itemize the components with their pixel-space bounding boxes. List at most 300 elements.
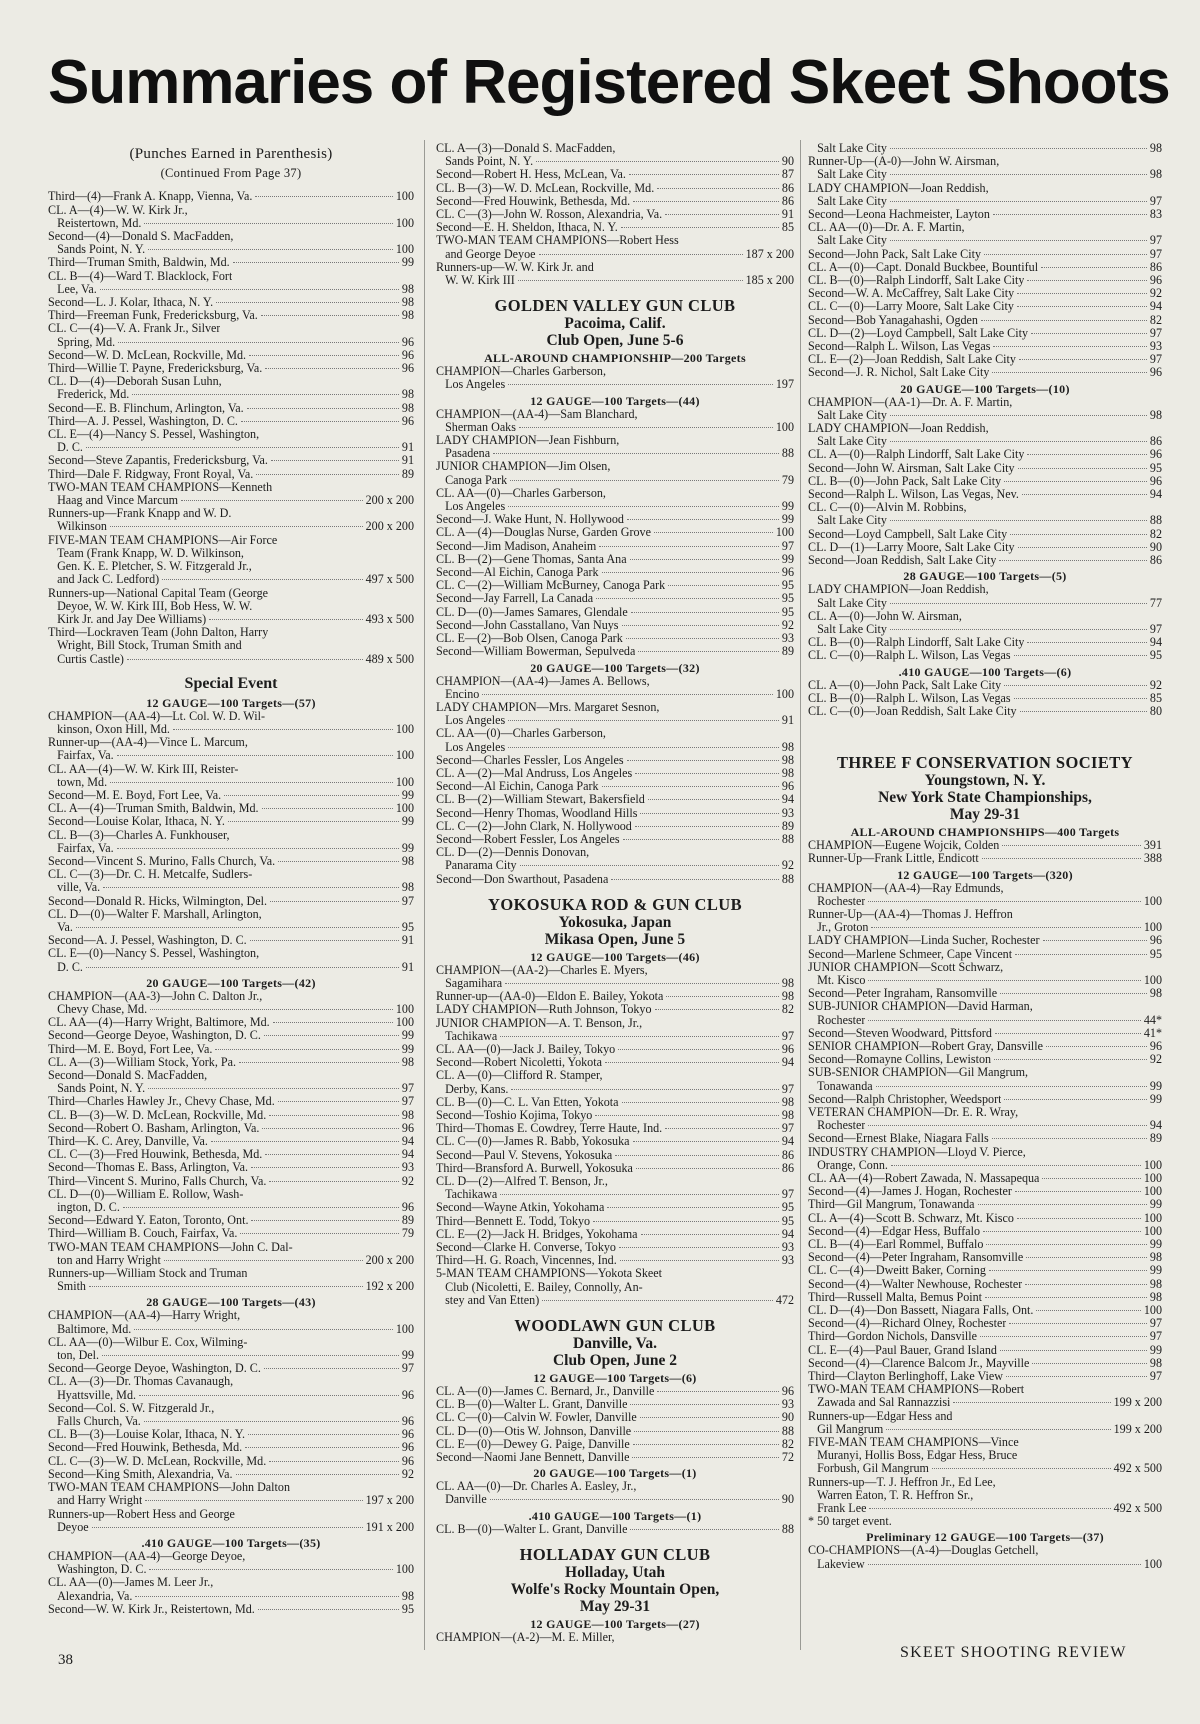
- dot-leader: [278, 861, 399, 862]
- result-line: [48, 243, 414, 256]
- score-value: 99: [1149, 1092, 1162, 1106]
- result-text: Second—Charles Fessler, Los Angeles: [436, 753, 624, 767]
- dot-leader: [890, 148, 1147, 149]
- result-text: Tachikawa: [436, 1188, 498, 1202]
- result-text: Second—Loyd Campbell, Salt Lake City: [808, 527, 1008, 541]
- score-value: 98: [781, 1108, 794, 1122]
- result-text: Second—(4)—Richard Olney, Rochester: [808, 1317, 1007, 1331]
- result-line: [48, 309, 414, 322]
- score-value: 96: [401, 348, 414, 362]
- dot-leader: [269, 1115, 399, 1116]
- result-text: JUNIOR CHAMPION—A. T. Benson, Jr.,: [436, 1016, 643, 1030]
- result-line: [808, 1053, 1162, 1066]
- score-value: 100: [1143, 1211, 1162, 1225]
- result-text: Frank Lee: [808, 1502, 867, 1516]
- result-text: CL. B—(3)—W. D. McLean, Rockville, Md.: [436, 181, 655, 195]
- dot-leader: [536, 161, 779, 162]
- dot-leader: [100, 289, 399, 290]
- result-text: Second—M. E. Boyd, Fort Lee, Va.: [48, 788, 222, 802]
- result-line: [436, 1438, 794, 1451]
- result-text: Runners-up—T. J. Heffron Jr., Ed Lee,: [808, 1475, 996, 1489]
- result-line: [48, 908, 414, 921]
- result-line: [808, 1066, 1162, 1079]
- result-text: Second—George Deyoe, Washington, D. C.: [48, 1029, 261, 1043]
- result-line: [436, 579, 794, 592]
- score-value: 200 x 200: [365, 520, 414, 534]
- score-value: 388: [1143, 852, 1162, 866]
- result-line: [808, 462, 1162, 475]
- result-line: [48, 547, 414, 560]
- result-text: Gil Mangrum: [808, 1422, 884, 1436]
- result-line: [436, 540, 794, 553]
- result-line: [808, 409, 1162, 422]
- result-text: CL. C—(3)—Dr. C. H. Metcalfe, Sudlers-: [48, 868, 253, 882]
- dot-leader: [605, 1062, 779, 1063]
- result-line: [808, 234, 1162, 247]
- result-text: CL. B—(4)—Ward T. Blacklock, Fort: [48, 269, 233, 283]
- result-line: [808, 261, 1162, 274]
- score-value: 98: [401, 1589, 414, 1603]
- result-text: CL. B—(4)—Earl Rommel, Buffalo: [808, 1238, 984, 1252]
- result-text: Muranyi, Hollis Boss, Edgar Hess, Bruce: [808, 1449, 1018, 1463]
- score-value: 100: [775, 687, 794, 701]
- result-text: CL. B—(2)—Gene Thomas, Santa Ana: [436, 552, 627, 566]
- result-line: [48, 1375, 414, 1388]
- score-value: 99: [401, 841, 414, 855]
- score-value: 95: [1149, 461, 1162, 475]
- dot-leader: [1014, 698, 1147, 699]
- score-value: 200 x 200: [365, 494, 414, 508]
- dot-leader: [623, 839, 779, 840]
- result-text: CL. E—(0)—Nancy S. Pessel, Washington,: [48, 947, 260, 961]
- result-text: Salt Lake City: [808, 596, 887, 610]
- score-value: 94: [781, 1135, 794, 1149]
- dot-leader: [984, 254, 1147, 255]
- result-text: Second—Ernest Blake, Niagara Falls: [808, 1132, 989, 1146]
- result-line: [48, 481, 414, 494]
- score-value: 80: [1149, 704, 1162, 718]
- result-line: [808, 221, 1162, 234]
- parenthesis-note: (Punches Earned in Parenthesis): [129, 146, 333, 162]
- dot-leader: [890, 603, 1147, 604]
- result-text: Second—Fred Houwink, Bethesda, Md.: [48, 1441, 243, 1455]
- result-text: Derby, Kans.: [436, 1082, 509, 1096]
- result-line: [808, 1159, 1162, 1172]
- result-line: [436, 645, 794, 658]
- result-line: [808, 155, 1162, 168]
- dot-leader: [596, 598, 779, 599]
- result-text: CL. AA—(0)—James M. Leer Jr.,: [48, 1576, 214, 1590]
- result-text: CL. A—(0)—Clifford R. Stamper,: [436, 1069, 603, 1083]
- score-value: 98: [781, 976, 794, 990]
- result-text: Second—Naomi Jane Bennett, Danville: [436, 1451, 630, 1465]
- result-text: Wright, Bill Stock, Truman Smith and: [48, 639, 242, 653]
- dot-leader: [868, 1125, 1146, 1126]
- score-value: 92: [1149, 287, 1162, 301]
- score-value: 79: [781, 473, 794, 487]
- dot-leader: [633, 201, 779, 202]
- score-value: 94: [1149, 1119, 1162, 1133]
- result-line: [48, 270, 414, 283]
- result-text: Danville: [436, 1493, 487, 1507]
- result-line: [436, 1109, 794, 1122]
- dot-leader: [127, 659, 363, 660]
- score-value: 91: [401, 441, 414, 455]
- dot-leader: [648, 799, 779, 800]
- score-value: 97: [781, 1122, 794, 1136]
- dot-leader: [265, 368, 399, 369]
- result-text: Third—Charles Hawley Jr., Chevy Chase, Md.: [48, 1095, 275, 1109]
- result-line: [436, 248, 794, 261]
- result-line: [436, 1398, 794, 1411]
- dot-leader: [508, 747, 779, 748]
- event-heading: .410 GAUGE—100 Targets—(35): [141, 1535, 321, 1550]
- score-value: 95: [401, 920, 414, 934]
- result-line: [808, 987, 1162, 1000]
- result-line: [48, 190, 414, 203]
- score-value: 99: [781, 552, 794, 566]
- result-line: [436, 859, 794, 872]
- dot-leader: [638, 651, 779, 652]
- score-value: 489 x 500: [365, 652, 414, 666]
- dot-leader: [607, 1207, 779, 1208]
- score-value: 96: [1149, 474, 1162, 488]
- dot-leader: [258, 1609, 399, 1610]
- score-value: 98: [781, 740, 794, 754]
- score-value: 96: [781, 780, 794, 794]
- result-line: [808, 649, 1162, 662]
- result-line: [48, 1428, 414, 1441]
- result-text: CL. B—(0)—John Pack, Salt Lake City: [808, 474, 1002, 488]
- score-value: 96: [1149, 366, 1162, 380]
- result-text: Third—Dale F. Ridgway, Front Royal, Va.: [48, 467, 254, 481]
- result-text: Second—Jay Farrell, La Canada: [436, 592, 594, 606]
- event-heading: Preliminary 12 GAUGE—100 Targets—(37): [866, 1530, 1104, 1545]
- score-value: 93: [781, 1241, 794, 1255]
- result-line: [48, 1201, 414, 1214]
- club-subheading: New York State Championships,: [878, 789, 1092, 807]
- result-line: [808, 1251, 1162, 1264]
- dot-leader: [118, 342, 399, 343]
- dot-leader: [665, 1128, 779, 1129]
- result-line: [808, 1344, 1162, 1357]
- result-text: Third—Truman Smith, Baldwin, Md.: [48, 256, 230, 270]
- result-line: [436, 378, 794, 391]
- score-value: 100: [395, 216, 414, 230]
- score-value: 98: [401, 854, 414, 868]
- score-value: 96: [401, 1428, 414, 1442]
- dot-leader: [932, 1468, 1111, 1469]
- result-text: Spring, Md.: [48, 335, 116, 349]
- result-text: Second—Al Eichin, Canoga Park: [436, 780, 599, 794]
- dot-leader: [251, 1220, 398, 1221]
- result-text: Gen. K. E. Pletcher, S. W. Fitzgerald Jr.,: [48, 560, 252, 574]
- result-line: [48, 441, 414, 454]
- result-text: TWO-MAN TEAM CHAMPIONS—Robert: [808, 1383, 1025, 1397]
- result-line: [48, 934, 414, 947]
- event-heading: 12 GAUGE—100 Targets—(57): [146, 695, 316, 710]
- dot-leader: [999, 560, 1146, 561]
- result-text: CL. D—(2)—Dennis Donovan,: [436, 846, 590, 860]
- club-heading: YOKOSUKA ROD & GUN CLUB: [488, 894, 742, 914]
- score-value: 100: [1143, 894, 1162, 908]
- score-value: 97: [1149, 326, 1162, 340]
- score-value: 97: [1149, 1370, 1162, 1384]
- result-text: Second—(4)—Peter Ingraham, Ransomville: [808, 1251, 1024, 1265]
- event-heading: 20 GAUGE—100 Targets—(10): [900, 381, 1070, 396]
- result-line: [48, 600, 414, 613]
- score-value: 88: [781, 872, 794, 886]
- result-line: [808, 1212, 1162, 1225]
- club-subheading: Wolfe's Rocky Mountain Open,: [510, 1580, 720, 1598]
- result-text: CL. D—(4)—Deborah Susan Luhn,: [48, 375, 222, 389]
- score-value: 82: [1149, 527, 1162, 541]
- result-text: Los Angeles: [436, 378, 506, 392]
- dot-leader: [1032, 1363, 1147, 1364]
- score-value: 89: [781, 645, 794, 659]
- result-text: CHAMPION—(AA-4)—Harry Wright,: [48, 1309, 241, 1323]
- result-text: CL. A—(3)—Donald S. MacFadden,: [436, 142, 616, 155]
- dot-leader: [240, 1233, 399, 1234]
- result-line: [48, 990, 414, 1003]
- result-text: CHAMPION—(AA-4)—George Deyoe,: [48, 1549, 246, 1563]
- result-text: Tachikawa: [436, 1029, 498, 1043]
- result-line: [48, 520, 414, 533]
- result-text: CHAMPION—(AA-2)—Charles E. Myers,: [436, 963, 648, 977]
- dot-leader: [265, 1154, 399, 1155]
- result-line: [48, 1043, 414, 1056]
- result-line: [48, 1402, 414, 1415]
- score-value: 98: [401, 296, 414, 310]
- score-value: 472: [775, 1293, 794, 1307]
- result-text: Rochester: [808, 894, 866, 908]
- result-text: Third—William B. Couch, Fairfax, Va.: [48, 1227, 238, 1241]
- score-value: 95: [781, 605, 794, 619]
- result-line: [48, 336, 414, 349]
- score-value: 88: [781, 447, 794, 461]
- result-text: Deyoe: [48, 1520, 89, 1534]
- score-value: 100: [395, 1563, 414, 1577]
- score-value: 91: [781, 208, 794, 222]
- score-value: 99: [1149, 1343, 1162, 1357]
- result-line: [808, 1370, 1162, 1383]
- result-line: [808, 1304, 1162, 1317]
- result-line: [436, 1281, 794, 1294]
- result-text: Jr., Groton: [808, 921, 869, 935]
- result-text: CHAMPION—(AA-1)—Dr. A. F. Martin,: [808, 395, 1013, 409]
- section-heading: Special Event: [184, 674, 278, 692]
- dot-leader: [1004, 1099, 1146, 1100]
- result-line: [48, 1603, 414, 1616]
- dot-leader: [986, 1244, 1146, 1245]
- result-text: Frederick, Md.: [48, 388, 130, 402]
- result-text: SUB-SENIOR CHAMPION—Gil Mangrum,: [808, 1066, 1029, 1080]
- event-heading: 20 GAUGE—100 Targets—(1): [533, 1466, 697, 1481]
- dot-leader: [666, 996, 779, 997]
- score-value: 97: [781, 1188, 794, 1202]
- dot-leader: [980, 1336, 1147, 1337]
- score-value: 90: [781, 1493, 794, 1507]
- result-line: [48, 1494, 414, 1507]
- result-line: [48, 1095, 414, 1108]
- result-line: [808, 501, 1162, 514]
- result-text: Second—Al Eichin, Canoga Park: [436, 566, 599, 580]
- dot-leader: [173, 729, 393, 730]
- result-line: [48, 736, 414, 749]
- score-value: 96: [401, 1388, 414, 1402]
- result-text: Orange, Conn.: [808, 1158, 888, 1172]
- result-text: Falls Church, Va.: [48, 1415, 141, 1429]
- score-value: 95: [781, 592, 794, 606]
- result-text: Third—Bennett E. Todd, Tokyo: [436, 1214, 591, 1228]
- score-value: 89: [401, 1214, 414, 1228]
- result-line: [48, 921, 414, 934]
- result-line: [48, 1576, 414, 1589]
- dot-leader: [634, 1431, 779, 1432]
- result-line: [436, 1267, 794, 1280]
- dot-leader: [181, 500, 363, 501]
- dot-leader: [150, 1009, 393, 1010]
- result-line: [808, 554, 1162, 567]
- result-line: [808, 1476, 1162, 1489]
- result-line: [808, 195, 1162, 208]
- result-text: CL. E—(2)—Joan Reddish, Salt Lake City: [808, 353, 1016, 367]
- result-line: [48, 881, 414, 894]
- score-value: 100: [1143, 1185, 1162, 1199]
- result-text: Third—(4)—Frank A. Knapp, Vienna, Va.: [48, 190, 253, 204]
- dot-leader: [86, 967, 399, 968]
- result-text: VETERAN CHAMPION—Dr. E. R. Wray,: [808, 1105, 1019, 1119]
- result-line: [808, 839, 1162, 852]
- dot-leader: [1000, 993, 1147, 994]
- score-value: 98: [401, 1055, 414, 1069]
- score-value: 95: [1149, 947, 1162, 961]
- score-value: 391: [1143, 839, 1162, 853]
- result-text: Second—Steve Zapantis, Fredericksburg, Va.: [48, 454, 268, 468]
- result-text: CL. A—(0)—James C. Bernard, Jr., Danville: [436, 1385, 655, 1399]
- result-text: CL. C—(4)—V. A. Frank Jr., Silver: [48, 322, 221, 336]
- club-subheading: Mikasa Open, June 5: [544, 930, 686, 948]
- dot-leader: [665, 214, 779, 215]
- result-text: Salt Lake City: [808, 622, 887, 636]
- result-text: Deyoe, W. W. Kirk III, Bob Hess, W. W.: [48, 599, 253, 613]
- result-line: [436, 606, 794, 619]
- dot-leader: [622, 625, 779, 626]
- result-text: Second—Henry Thomas, Woodland Hills: [436, 806, 638, 820]
- club-heading: THREE F CONSERVATION SOCIETY: [837, 753, 1133, 773]
- result-line: [436, 1069, 794, 1082]
- result-text: Second—Edward Y. Eaton, Toronto, Ont.: [48, 1214, 249, 1228]
- result-line: [436, 274, 794, 287]
- dot-leader: [110, 782, 393, 783]
- dot-leader: [89, 1286, 363, 1287]
- dot-leader: [627, 519, 779, 520]
- dot-leader: [632, 1457, 778, 1458]
- result-text: Second—Ralph L. Wilson, Las Vegas: [808, 340, 991, 354]
- result-text: Smith: [48, 1280, 86, 1294]
- result-line: [808, 1000, 1162, 1013]
- result-line: [48, 829, 414, 842]
- result-line: [436, 1254, 794, 1267]
- dot-leader: [995, 1033, 1141, 1034]
- result-text: CL. E—(2)—Bob Olsen, Canoga Park: [436, 632, 623, 646]
- dot-leader: [510, 480, 779, 481]
- score-value: 93: [781, 632, 794, 646]
- result-text: CL. A—(2)—Mal Andruss, Los Angeles: [436, 766, 633, 780]
- dot-leader: [117, 848, 399, 849]
- result-line: [808, 366, 1162, 379]
- result-text: LADY CHAMPION—Joan Reddish,: [808, 583, 989, 597]
- result-text: Canoga Park: [436, 473, 508, 487]
- dot-leader: [103, 887, 399, 888]
- score-value: 98: [401, 282, 414, 296]
- result-text: Curtis Castle): [48, 652, 124, 666]
- result-line: [808, 1264, 1162, 1277]
- result-text: Second—Bob Yanagahashi, Ogden: [808, 313, 978, 327]
- result-line: [436, 741, 794, 754]
- dot-leader: [262, 808, 393, 809]
- result-text: and Harry Wright: [48, 1494, 143, 1508]
- result-line: [48, 961, 414, 974]
- result-text: Alexandria, Va.: [48, 1589, 133, 1603]
- result-line: [436, 195, 794, 208]
- result-text: CL. B—(3)—Louise Kolar, Ithaca, N. Y.: [48, 1428, 246, 1442]
- result-line: [436, 182, 794, 195]
- result-line: [808, 1040, 1162, 1053]
- result-text: INDUSTRY CHAMPION—Lloyd V. Pierce,: [808, 1145, 1026, 1159]
- result-line: [808, 1185, 1162, 1198]
- score-value: 95: [1149, 649, 1162, 663]
- dot-leader: [891, 1165, 1141, 1166]
- score-value: 96: [1149, 1039, 1162, 1053]
- dot-leader: [520, 865, 779, 866]
- dot-leader: [1018, 468, 1147, 469]
- dot-leader: [618, 1049, 779, 1050]
- result-text: Second—Paul V. Stevens, Yokosuka: [436, 1148, 613, 1162]
- score-value: 77: [1149, 596, 1162, 610]
- result-line: [808, 314, 1162, 327]
- result-text: CL. E—(4)—Paul Bauer, Grand Island: [808, 1343, 997, 1357]
- result-line: [48, 1468, 414, 1481]
- score-value: 98: [781, 1095, 794, 1109]
- result-line: [48, 1481, 414, 1494]
- result-text: Sands Point, N. Y.: [436, 155, 534, 169]
- dot-leader: [278, 1101, 399, 1102]
- dot-leader: [519, 427, 773, 428]
- result-text: TWO-MAN TEAM CHAMPIONS—Kenneth: [48, 480, 273, 494]
- result-text: Rochester: [808, 1119, 866, 1133]
- club-subheading: Club Open, June 5-6: [546, 332, 684, 350]
- club-subheading: Holladay, Utah: [565, 1563, 665, 1581]
- score-value: 497 x 500: [365, 573, 414, 587]
- result-line: [436, 767, 794, 780]
- result-line: [808, 961, 1162, 974]
- dot-leader: [992, 372, 1147, 373]
- score-value: 100: [395, 190, 414, 204]
- result-line: [808, 1502, 1162, 1515]
- result-text: Second—(4)—Edgar Hess, Buffalo: [808, 1224, 981, 1238]
- result-text: Haag and Vince Marcum: [48, 494, 179, 508]
- result-line: [436, 793, 794, 806]
- result-text: town, Md.: [48, 775, 108, 789]
- result-text: Third—Gil Mangrum, Tonawanda: [808, 1198, 975, 1212]
- score-value: 100: [775, 526, 794, 540]
- dot-leader: [144, 1421, 399, 1422]
- result-line: [48, 613, 414, 626]
- result-line: [808, 1132, 1162, 1145]
- score-value: 92: [401, 1174, 414, 1188]
- club-subheading: Pacoima, Calif.: [564, 315, 666, 333]
